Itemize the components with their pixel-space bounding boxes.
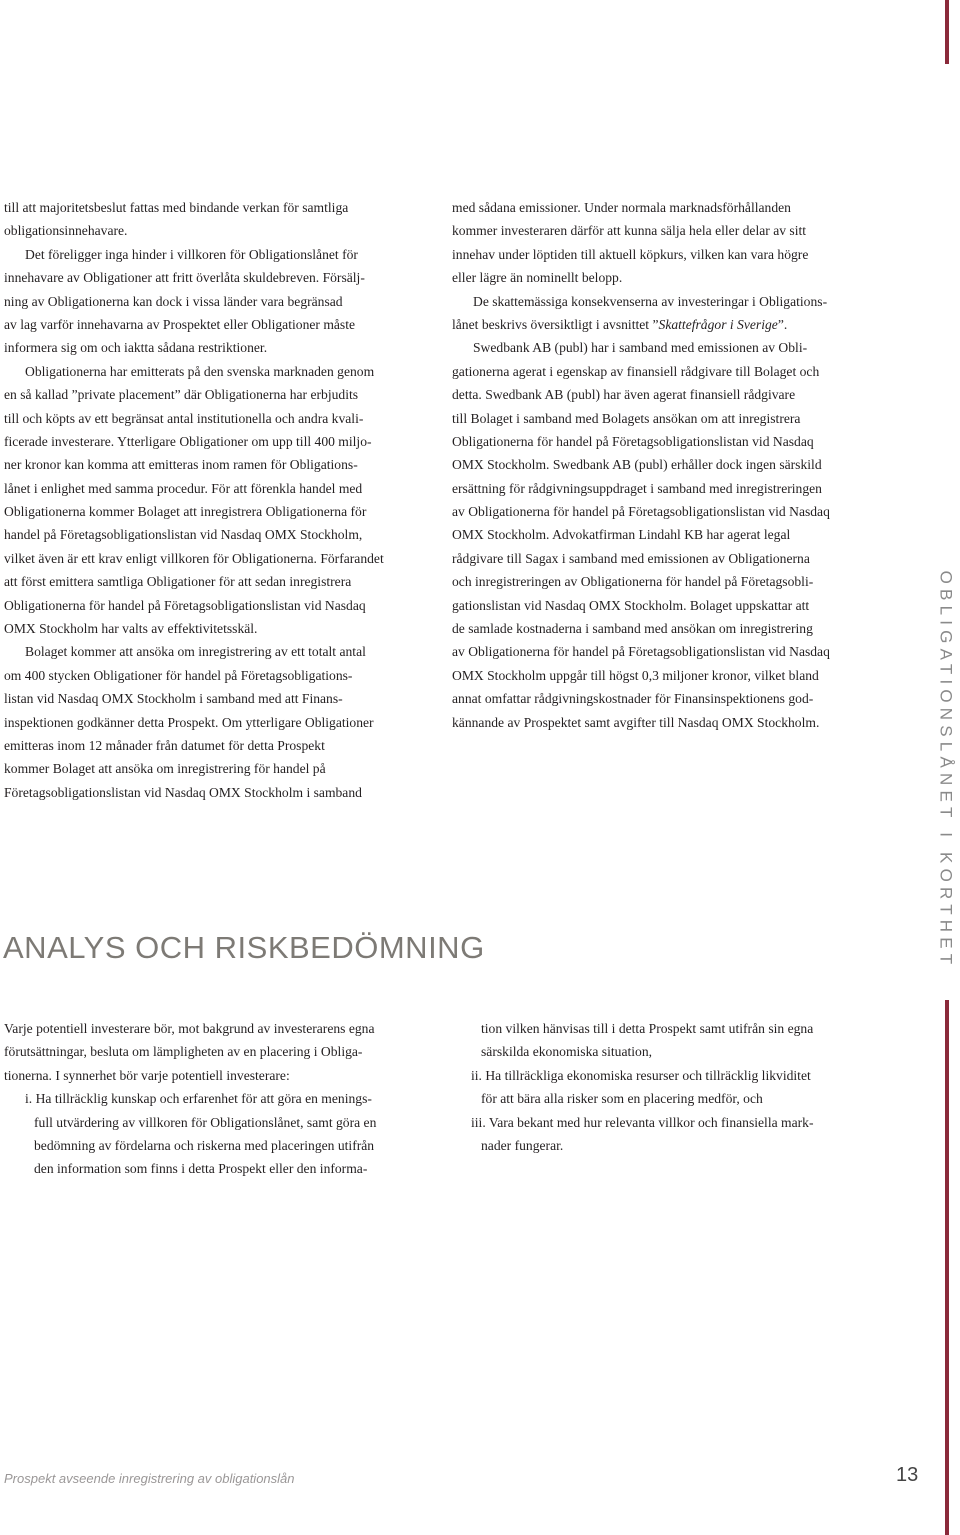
text-line: av lag varför innehavarna av Prospektet eller Obligationer måste bbox=[4, 316, 356, 332]
text-line: att först emittera samtliga Obligationer för att sedan inregistrera bbox=[4, 574, 352, 590]
text-line: De skattemässiga konsekvenserna av investeringar i Obligations- bbox=[473, 293, 828, 309]
text-line: av Obligationerna för handel på Företagsobligationslistan vid Nasdaq bbox=[452, 504, 830, 520]
text-line: ersättning för rådgivningsuppdraget i samband med inregistreringen bbox=[452, 480, 822, 496]
text-line: tionerna. I synnerhet bör varje potentiell investerare: bbox=[4, 1067, 290, 1083]
text-line: Obligationerna kommer Bolaget att inregistrera Obligationerna för bbox=[4, 504, 367, 520]
text-line: till Bolaget i samband med Bolagets ansökan om att inregistrera bbox=[452, 410, 801, 426]
text-line: innehav under löptiden till aktuell köpkurs, vilken kan vara högre bbox=[452, 246, 809, 262]
list-item-continued: nader fungerar. bbox=[481, 1137, 564, 1153]
text-column-bottom-right bbox=[471, 1017, 901, 1157]
text-column-top-right bbox=[452, 196, 892, 734]
text-line: de samlade kostnaderna i samband med ansökan om inregistrering bbox=[452, 621, 813, 637]
text-line: inspektionen godkänner detta Prospekt. Om ytterligare Obligationer bbox=[4, 714, 374, 730]
text-line: med sådana emissioner. Under normala marknadsförhållanden bbox=[452, 200, 791, 215]
text-line: detta. Swedbank AB (publ) har även agerat finansiell rådgivare bbox=[452, 387, 796, 403]
text-line: emitteras inom 12 månader från datumet för detta Prospekt bbox=[4, 737, 325, 753]
text-line: ner kronor kan komma att emitteras inom ramen för Obligations- bbox=[4, 457, 358, 473]
text-line: kännande av Prospektet samt avgifter till Nasdaq OMX Stockholm. bbox=[452, 714, 820, 730]
accent-bar-top bbox=[945, 0, 949, 64]
section-side-title: OBLIGATIONSLÅNET I KORTHET bbox=[936, 570, 956, 970]
list-item-continued: den information som finns i detta Prospekt eller den informa- bbox=[34, 1161, 368, 1177]
text-line: annat omfattar rådgivningskostnader för Finansinspektionens god- bbox=[452, 691, 814, 707]
list-item-continued: full utvärdering av villkoren för Obligationslånet, samt göra en bbox=[34, 1114, 377, 1130]
text-line: OMX Stockholm har valts av effektivitetsskäl. bbox=[4, 621, 258, 637]
section-heading: ANALYS OCH RISKBEDÖMNING bbox=[3, 930, 485, 965]
text-line: Företagsobligationslistan vid Nasdaq OMX Stockholm i samband bbox=[4, 784, 362, 800]
text-line: av Obligationerna för handel på Företagsobligationslistan vid Nasdaq bbox=[452, 644, 830, 660]
text-column-top-left bbox=[4, 196, 436, 804]
list-item: i. Ha tillräcklig kunskap och erfarenhet för att göra en menings- bbox=[25, 1091, 372, 1107]
text-line: obligationsinnehavare. bbox=[4, 223, 128, 239]
text-line: OMX Stockholm uppgår till högst 0,3 miljoner kronor, vilket bland bbox=[452, 667, 819, 683]
text-line: Obligationerna för handel på Företagsobligationslistan vid Nasdaq bbox=[452, 433, 814, 449]
page-number: 13 bbox=[896, 1464, 919, 1486]
list-item: ii. Ha tillräckliga ekonomiska resurser och tillräcklig likviditet bbox=[471, 1067, 811, 1083]
text-line: gationslistan vid Nasdaq OMX Stockholm. Bolaget uppskattar att bbox=[452, 597, 810, 613]
text-line: handel på Företagsobligationslistan vid Nasdaq OMX Stockholm, bbox=[4, 527, 363, 543]
text-line: om 400 stycken Obligationer för handel på Företagsobligations- bbox=[4, 667, 353, 683]
list-item: iii. Vara bekant med hur relevanta villkor och finansiella mark- bbox=[471, 1114, 814, 1130]
text-line: förutsättningar, besluta om lämpligheten av en placering i Obliga- bbox=[4, 1044, 363, 1060]
text-line: informera sig om och iaktta sådana restriktioner. bbox=[4, 340, 268, 356]
text-line: vilket även är ett krav enligt villkoren för Obligationerna. Förfarandet bbox=[4, 550, 384, 566]
text-line: Bolaget kommer att ansöka om inregistrering av ett totalt antal bbox=[25, 644, 366, 660]
text-line: en så kallad ”private placement” där Obligationerna har erbjudits bbox=[4, 387, 359, 403]
text-line: gationerna agerat i egenskap av finansiell rådgivare till Bolaget och bbox=[452, 363, 820, 379]
text-line: OMX Stockholm. Swedbank AB (publ) erhåller dock ingen särskild bbox=[452, 457, 822, 473]
text-line: Det föreligger inga hinder i villkoren för Obligationslånet för bbox=[25, 246, 358, 262]
list-item-continued: bedömning av fördelarna och riskerna med placeringen utifrån bbox=[34, 1137, 375, 1153]
text-line: till och köpts av ett begränsat antal institutionella och andra kvali- bbox=[4, 410, 364, 426]
text-line: eller lägre än nominellt belopp. bbox=[452, 270, 623, 286]
list-item-continued: tion vilken hänvisas till i detta Prospekt samt utifrån sin egna bbox=[481, 1021, 814, 1036]
text-line: Obligationerna har emitterats på den svenska marknaden genom bbox=[25, 363, 375, 379]
text-line: rådgivare till Sagax i samband med emissionen av Obligationerna bbox=[452, 550, 810, 566]
list-item-continued: särskilda ekonomiska situation, bbox=[481, 1044, 653, 1060]
text-line: ning av Obligationerna kan dock i vissa länder vara begränsad bbox=[4, 293, 343, 309]
footer-document-title: Prospekt avseende inregistrering av obligationslån bbox=[4, 1471, 295, 1486]
text-line: och inregistreringen av Obligationerna för handel på Företagsobli- bbox=[452, 574, 814, 590]
text-line: kommer investeraren därför att kunna sälja hela eller delar av sitt bbox=[452, 223, 807, 239]
text-line: innehavare av Obligationer att fritt överlåta skuldebreven. Försälj- bbox=[4, 270, 365, 286]
text-line: kommer Bolaget att ansöka om inregistrering för handel på bbox=[4, 761, 326, 777]
text-line: ficerade investerare. Ytterligare Obligationer om upp till 400 miljo- bbox=[4, 433, 372, 449]
text-line: Varje potentiell investerare bör, mot bakgrund av investerarens egna bbox=[4, 1021, 375, 1036]
text-line: lånet beskrivs översiktligt i avsnittet ”Skattefrågor i Sverige”. bbox=[452, 316, 788, 332]
section-reference: Skattefrågor i Sverige bbox=[658, 316, 778, 332]
text-line: listan vid Nasdaq OMX Stockholm i samband med att Finans- bbox=[4, 691, 343, 707]
text-line: OMX Stockholm. Advokatfirman Lindahl KB har agerat legal bbox=[452, 527, 791, 543]
text-line: Obligationerna för handel på Företagsobligationslistan vid Nasdaq bbox=[4, 597, 366, 613]
text-column-bottom-left bbox=[4, 1017, 436, 1181]
text-line: lånet i enlighet med samma procedur. För att förenkla handel med bbox=[4, 480, 363, 496]
text-line: till att majoritetsbeslut fattas med bindande verkan för samtliga bbox=[4, 200, 349, 215]
accent-bar-bottom bbox=[945, 1000, 949, 1535]
text-line: Swedbank AB (publ) har i samband med emissionen av Obli- bbox=[473, 340, 808, 356]
list-item-continued: för att bära alla risker som en placering medför, och bbox=[481, 1091, 763, 1107]
